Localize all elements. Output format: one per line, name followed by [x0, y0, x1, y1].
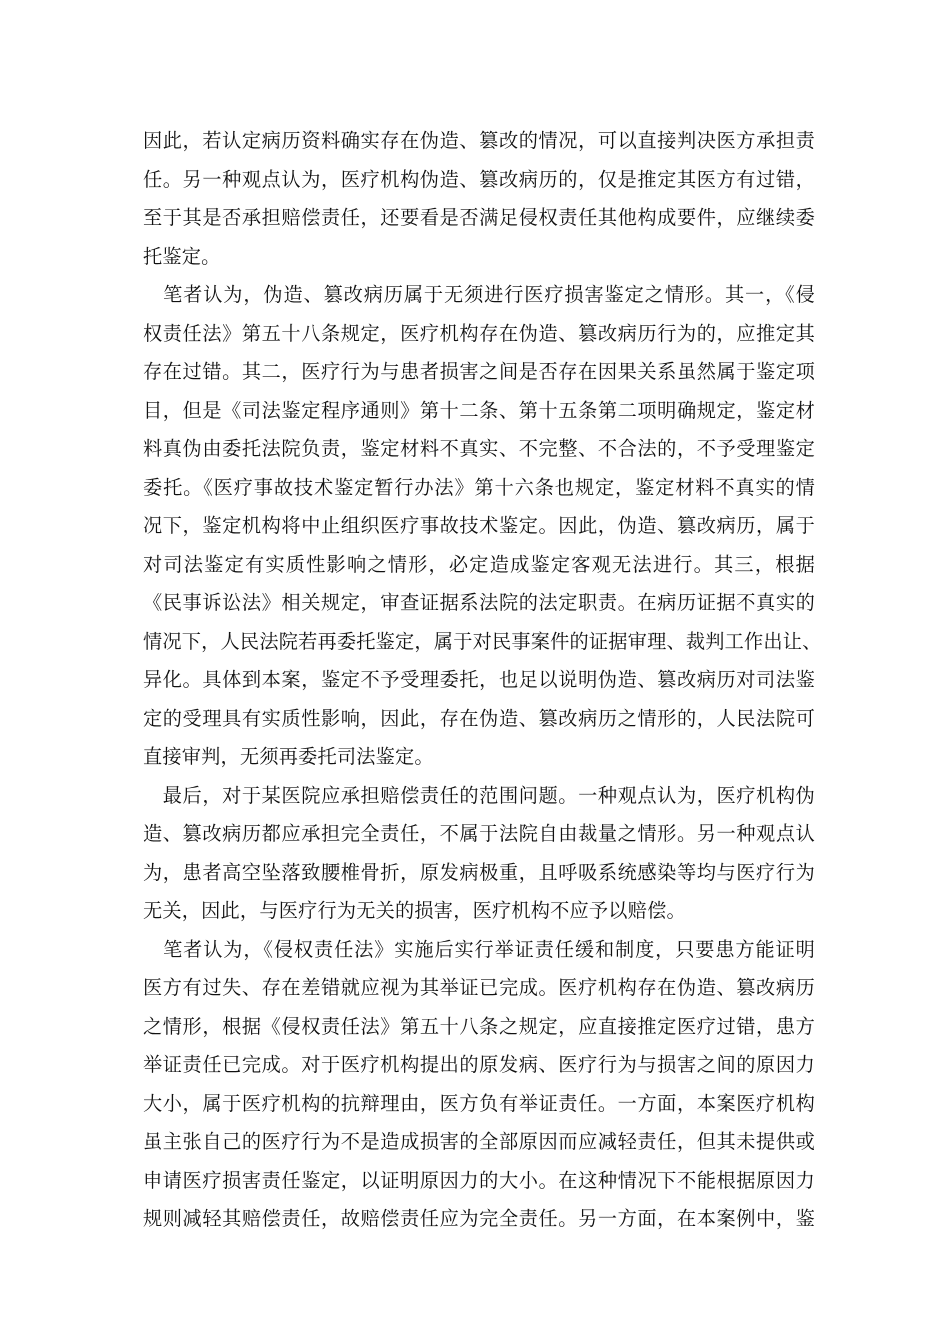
- text-line: 托鉴定。: [143, 244, 221, 268]
- text-line: 笔者认为，伪造、篡改病历属于无须进行医疗损害鉴定之情形。其一，《侵: [143, 283, 815, 306]
- text-line: 因此，若认定病历资料确实存在伪造、篡改的情况，可以直接判决医方承担责: [143, 129, 815, 152]
- text-line: 《民事诉讼法》相关规定，审查证据系法院的法定职责。在病历证据不真实的: [143, 591, 815, 614]
- text-line: 大小，属于医疗机构的抗辩理由，医方负有举证责任。一方面，本案医疗机构: [143, 1091, 815, 1115]
- text-line: 之情形，根据《侵权责任法》第五十八条之规定，应直接推定医疗过错，患方: [143, 1014, 815, 1038]
- text-line: 为，患者高空坠落致腰椎骨折，原发病极重，且呼吸系统感染等均与医疗行为: [143, 860, 815, 884]
- text-line: 无关，因此，与医疗行为无关的损害，医疗机构不应予以赔偿。: [143, 899, 686, 922]
- text-line: 情况下，人民法院若再委托鉴定，属于对民事案件的证据审理、裁判工作出让、: [143, 629, 822, 653]
- paragraph-3: [143, 777, 815, 931]
- text-line: 任。另一种观点认为，医疗机构伪造、篡改病历的，仅是推定其医方有过错，: [143, 167, 815, 191]
- text-line: 至于其是否承担赔偿责任，还要看是否满足侵权责任其他构成要件，应继续委: [143, 206, 815, 229]
- text-line: 虽主张自己的医疗行为不是造成损害的全部原因而应减轻责任，但其未提供或: [143, 1130, 815, 1153]
- text-line: 委托。《医疗事故技术鉴定暂行办法》第十六条也规定，鉴定材料不真实的情: [143, 475, 815, 499]
- document-body: [143, 122, 822, 1239]
- text-line: 目，但是《司法鉴定程序通则》第十二条、第十五条第二项明确规定，鉴定材: [143, 398, 815, 422]
- paragraph-1: [143, 122, 815, 276]
- text-line: 料真伪由委托法院负责，鉴定材料不真实、不完整、不合法的，不予受理鉴定: [143, 437, 815, 460]
- text-line: 存在过错。其二，医疗行为与患者损害之间是否存在因果关系虽然属于鉴定项: [143, 360, 815, 383]
- text-line: 直接审判，无须再委托司法鉴定。: [143, 745, 434, 768]
- paragraph-2: [143, 276, 822, 777]
- text-line: 规则减轻其赔偿责任，故赔偿责任应为完全责任。另一方面，在本案例中，鉴: [143, 1207, 815, 1230]
- text-line: 定的受理具有实质性影响，因此，存在伪造、篡改病历之情形的，人民法院可: [143, 706, 815, 730]
- paragraph-4: [143, 931, 815, 1239]
- text-line: 况下，鉴定机构将中止组织医疗事故技术鉴定。因此，伪造、篡改病历，属于: [143, 514, 815, 537]
- text-line: 权责任法》第五十八条规定，医疗机构存在伪造、篡改病历行为的，应推定其: [143, 321, 815, 345]
- text-line: 造、篡改病历都应承担完全责任，不属于法院自由裁量之情形。另一种观点认: [143, 822, 815, 845]
- text-line: 对司法鉴定有实质性影响之情形，必定造成鉴定客观无法进行。其三，根据: [143, 552, 815, 576]
- text-line: 申请医疗损害责任鉴定，以证明原因力的大小。在这种情况下不能根据原因力: [143, 1168, 815, 1192]
- text-line: 举证责任已完成。对于医疗机构提出的原发病、医疗行为与损害之间的原因力: [143, 1053, 815, 1076]
- text-line: 医方有过失、存在差错就应视为其举证已完成。医疗机构存在伪造、篡改病历: [143, 976, 815, 999]
- text-line: 最后，对于某医院应承担赔偿责任的范围问题。一种观点认为，医疗机构伪: [143, 783, 815, 807]
- text-line: 笔者认为，《侵权责任法》实施后实行举证责任缓和制度，只要患方能证明: [143, 937, 815, 961]
- text-line: 异化。具体到本案，鉴定不予受理委托，也足以说明伪造、篡改病历对司法鉴: [143, 668, 815, 691]
